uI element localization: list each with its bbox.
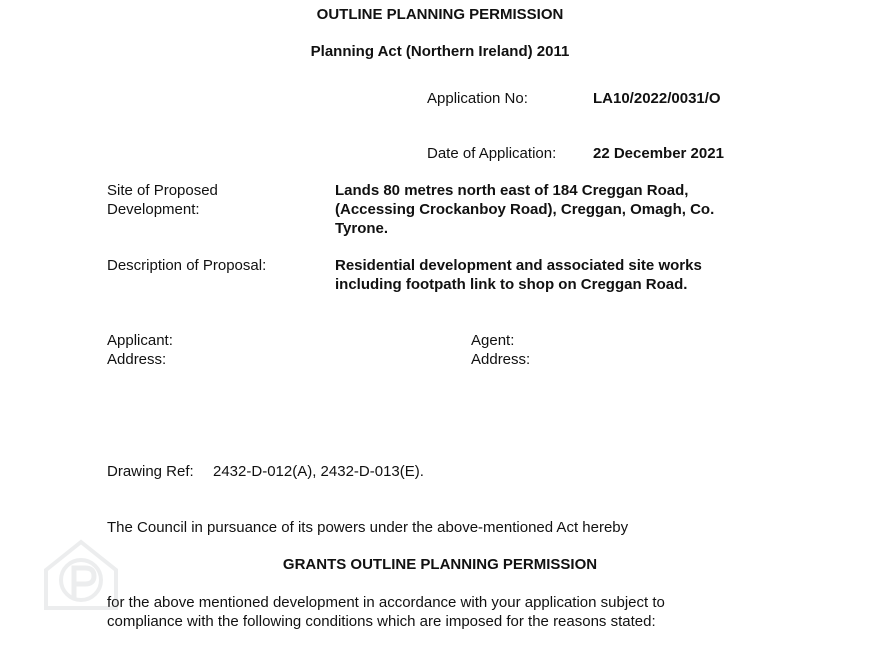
description-value: Residential development and associated site works including footpath link to shop on Creggan Road.: [335, 257, 702, 293]
site-label-line1: Site of Proposed: [107, 182, 218, 199]
application-no-value: LA10/2022/0031/O: [593, 90, 721, 107]
description-label: Description of Proposal:: [107, 257, 267, 274]
grant-heading: GRANTS OUTLINE PLANNING PERMISSION: [282, 556, 598, 573]
application-no-label: Application No:: [427, 90, 528, 107]
applicant-address-label: Address:: [107, 351, 167, 368]
drawing-ref-value: 2432-D-012(A), 2432-D-013(E).: [213, 463, 424, 480]
site-value: Lands 80 metres north east of 184 Creggan Road, (Accessing Crockanboy Road), Creggan, Omagh, Co. Tyrone.: [335, 182, 715, 237]
act-title: Planning Act (Northern Ireland) 2011: [310, 43, 570, 60]
date-of-application-value: 22 December 2021: [593, 145, 724, 162]
drawing-ref-label: Drawing Ref:: [107, 463, 194, 480]
applicant-label: Applicant:: [107, 332, 173, 349]
council-statement: The Council in pursuance of its powers under the above-mentioned Act hereby: [107, 519, 629, 536]
property-logo-icon: [40, 536, 122, 612]
date-of-application-label: Date of Application:: [427, 145, 557, 162]
agent-label: Agent:: [471, 332, 515, 349]
closing-line-1: for the above mentioned development in accordance with your application subject to: [107, 594, 665, 611]
document-title: OUTLINE PLANNING PERMISSION: [316, 6, 564, 23]
agent-address-label: Address:: [471, 351, 531, 368]
site-label-line2: Development:: [107, 201, 200, 218]
closing-line-2: compliance with the following conditions which are imposed for the reasons stated:: [107, 613, 656, 630]
